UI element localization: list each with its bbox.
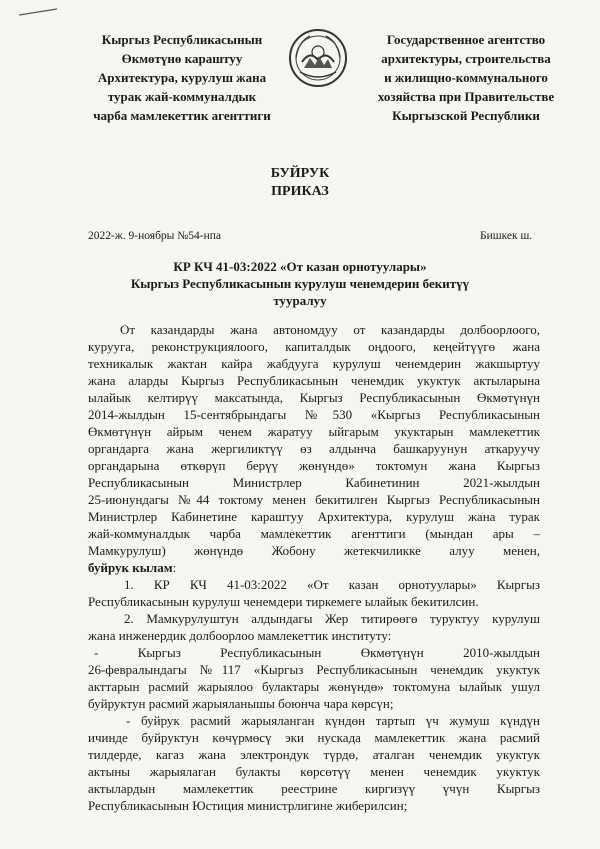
header-line: чарба мамлекеттик агенттиги <box>93 108 271 123</box>
body-line: Республикасынын Министрлер Кабинетинин 2021-жылдын <box>88 475 540 490</box>
state-emblem-icon <box>288 28 348 88</box>
header-line: турак жай-коммуналдык <box>107 89 257 104</box>
agency-header-kyrgyz <box>72 30 292 125</box>
body-line: органдарына өткөрүп берүү жөнүндө» токтомун жана Кыргыз <box>88 458 540 473</box>
header-line: Архитектура, курулуш жана <box>97 70 267 85</box>
order-body <box>88 321 540 814</box>
header-line: и жилищно-коммунального <box>384 70 548 85</box>
item-1-line: 1. КР КЧ 41-03:2022 «От казан орнотуулары» Кыргыз <box>124 577 540 592</box>
item-1-line: Республикасынын курулуш ченемдери тиркемеге ылайык бекитилсин. <box>88 594 479 609</box>
subitem-2-line: тилдерде, кагаз жана электрондук түрдө, аталган ченемдик укуктук <box>88 747 540 762</box>
subitem-1-line: 26-февралындагы №117 «Кыргыз Республикасынын ченемдик укуктук <box>88 662 540 677</box>
header-line: архитектуры, строительства <box>381 51 551 66</box>
body-line: Министрлер Кабинетине караштуу Архитектура, курулуш жана турак <box>88 509 540 524</box>
body-line: ылайык келтирүү максатында, Кыргыз Республикасынын Өкмөтүнүн <box>88 390 540 405</box>
date-and-number: 2022-ж. 9-ноябры №54-нпа <box>88 230 221 242</box>
subitem-2-line: - буйрук расмий жарыяланган күндөн тартып үч жумуш күндүн <box>126 713 540 728</box>
item-2-line: 2. Мамкурулуштун алдындагы Жер титирөөгө туруктуу курулуш <box>124 611 540 626</box>
subitem-2-line: актыны жарыялаган булакты көрсөтүү менен ченемдик укуктук <box>88 764 540 779</box>
subitem-1-line: акттарын расмий жарыялоо булактары жөнүндө» токтомуна ылайык ушул <box>88 679 540 694</box>
subject-line: Кыргыз Республикасынын курулуш ченемдерин бекитүү <box>130 276 470 291</box>
subject-line: КР КЧ 41-03:2022 «От казан орнотуулары» <box>173 259 427 274</box>
subitem-2-line: ичинде буйруктун көчүрмөсү эки нускада мамлекеттик жана расмий <box>88 730 540 745</box>
body-line: 2014-жылдын 15-сентябрындагы №530 «Кыргыз Республикасынын <box>88 407 540 422</box>
subitem-2-line: Республикасынын Юстиция министрлигине жиберилсин; <box>88 798 408 813</box>
header-line: Кыргызской Республики <box>392 108 540 123</box>
body-line: жай-коммуналдык чарба мамлекеттик агенттиги (мындан ары – <box>88 526 540 541</box>
header-line: Государственное агентство <box>386 32 546 47</box>
body-line: жана аларды Кыргыз Республикасынын ченемдик укуктук актыларына <box>88 373 540 388</box>
issue-place: Бишкек ш. <box>480 230 533 242</box>
body-line: 25-июнундагы №44 токтому менен бекитилген Кыргыз Республикасынын <box>88 492 540 507</box>
item-2-line: жана инженердик долбоорлоо мамлекеттик институту: <box>88 628 392 643</box>
subitem-1-line: - Кыргыз Республикасынын Өкмөтүнүн 2010-жылдын <box>94 645 540 660</box>
order-verb-colon: : <box>172 560 177 575</box>
body-line: Мамкурулуш) жөнүндө Жобону жетекчиликке алуу менен, <box>88 543 540 558</box>
body-line: курууга, реконструкциялоого, капиталдык оңдоого, кеңейтүүгө жана <box>88 339 540 354</box>
pen-stroke-mark <box>18 8 58 16</box>
header-line: Кыргыз Республикасынын <box>101 32 263 47</box>
order-verb: буйрук кылам <box>88 560 173 575</box>
header-line: хозяйства при Правительстве <box>377 89 555 104</box>
order-verb-line <box>88 559 540 576</box>
body-line: Өкмөтүнүн айрым ченем жаратуу ыйгарым укуктарын мамлекеттик <box>88 424 540 439</box>
body-line: От казандарды жана автономдуу от казандарды долбоорлоого, <box>120 322 540 337</box>
body-line: техникалык жактан кайра жабдууга курулуш ченемдерин жакшыртуу <box>88 356 540 371</box>
header-line: Өкмөтүнө караштуу <box>121 51 243 66</box>
body-line: органдарга жана жергиликтүү өз алдынча башкаруунун аткаруучу <box>88 441 540 456</box>
doc-title-russian: ПРИКАЗ <box>271 184 329 199</box>
subitem-1-line: буйруктун расмий жарыяланышы боюнча чара көрсүн; <box>88 696 394 711</box>
order-subject <box>0 258 600 309</box>
subject-line: тууралуу <box>273 293 327 308</box>
agency-header-russian <box>366 30 566 125</box>
subitem-2-line: актылардын мамлекеттик реестрине киргизүү үчүн Кыргыз <box>88 781 540 796</box>
doc-title-kyrgyz: БУЙРУК <box>270 166 330 181</box>
